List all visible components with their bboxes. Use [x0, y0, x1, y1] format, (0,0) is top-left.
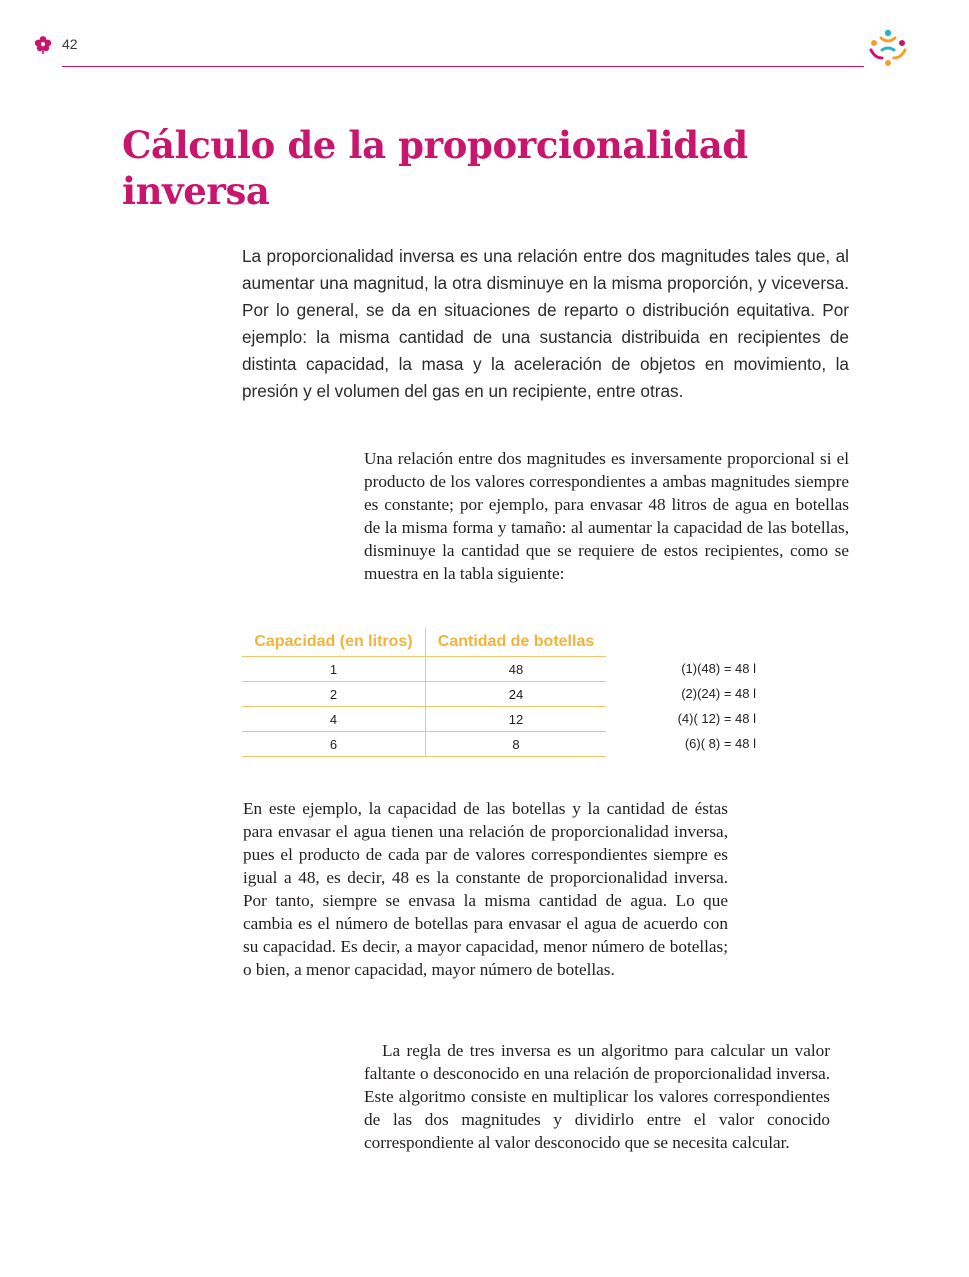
table-cell-bottles: 8: [426, 732, 607, 757]
table-row: [242, 682, 606, 707]
column-header-bottles: Cantidad de botellas: [437, 633, 595, 650]
product-line: (4)( 12) = 48 l: [677, 711, 756, 726]
table-row: [242, 657, 606, 682]
table-row: [242, 732, 606, 757]
product-line: (6)( 8) = 48 l: [684, 736, 756, 751]
definition-paragraph: Una relación entre dos magnitudes es inversamente proporcional si el producto de los valores correspondientes a ambas magnitudes siempre es constante; por ejemplo, para envasar 48 litros de agua en botellas de la misma forma y tamaño: al aumentar la capacidad de las botellas, disminuye la cantidad que se requiere de estos recipientes, como se muestra en la tabla siguiente:: [364, 449, 849, 583]
page-number: 42: [62, 36, 78, 52]
table-cell-bottles: 12: [426, 707, 607, 732]
table-cell-capacity: 2: [242, 682, 426, 707]
table-cell-capacity: 4: [242, 707, 426, 732]
page-title: Cálculo de la proporcionalidad inversa: [122, 123, 748, 213]
header-rule: [62, 66, 864, 67]
product-line: (2)(24) = 48 l: [681, 686, 756, 701]
proportion-table: [242, 628, 606, 757]
rule-of-three-paragraph: La regla de tres inversa es un algoritmo para calcular un valor faltante o desconocido en una relación de proporcionalidad inversa. Este algoritmo consiste en multiplicar los valores correspondientes de las dos magnitudes y dividirlo entre el valor conocido correspondiente al valor desconocido que se necesita calcular.: [364, 1041, 830, 1152]
table-header-row: [242, 628, 606, 657]
product-line: (1)(48) = 48 l: [681, 661, 756, 676]
table-cell-capacity: 1: [242, 657, 426, 682]
intro-paragraph: La proporcionalidad inversa es una relación entre dos magnitudes tales que, al aumentar una magnitud, la otra disminuye en la misma proporción, y viceversa. Por lo general, se da en situaciones de reparto o distribución equitativa. Por ejemplo: la misma cantidad de una sustancia distribuida en recipientes de distinta capacidad, la masa y la aceleración de objetos en movimiento, la presión y el volumen del gas en un recipiente, entre otras.: [242, 246, 849, 401]
table-cell-bottles: 48: [426, 657, 607, 682]
table-cell-capacity: 6: [242, 732, 426, 757]
colorful-figures-logo-icon: [866, 28, 910, 70]
table-row: [242, 707, 606, 732]
column-header-capacity: Capacidad (en litros): [242, 628, 426, 657]
flower-icon: [33, 34, 53, 54]
example-paragraph: En este ejemplo, la capacidad de las botellas y la cantidad de éstas para envasar el agua tienen una relación de proporcionalidad inversa, pues el producto de cada par de valores correspondientes siempre es igual a 48, es decir, 48 es la constante de proporcionalidad inversa. Por tanto, siempre se envasa la misma cantidad de agua. Lo que cambia es el número de botellas para envasar el agua de acuerdo con su capacidad. Es decir, a mayor capacidad, menor número de botellas; o bien, a menor capacidad, mayor número de botellas.: [243, 799, 728, 979]
table-cell-bottles: 24: [426, 682, 607, 707]
product-list: [640, 656, 756, 756]
